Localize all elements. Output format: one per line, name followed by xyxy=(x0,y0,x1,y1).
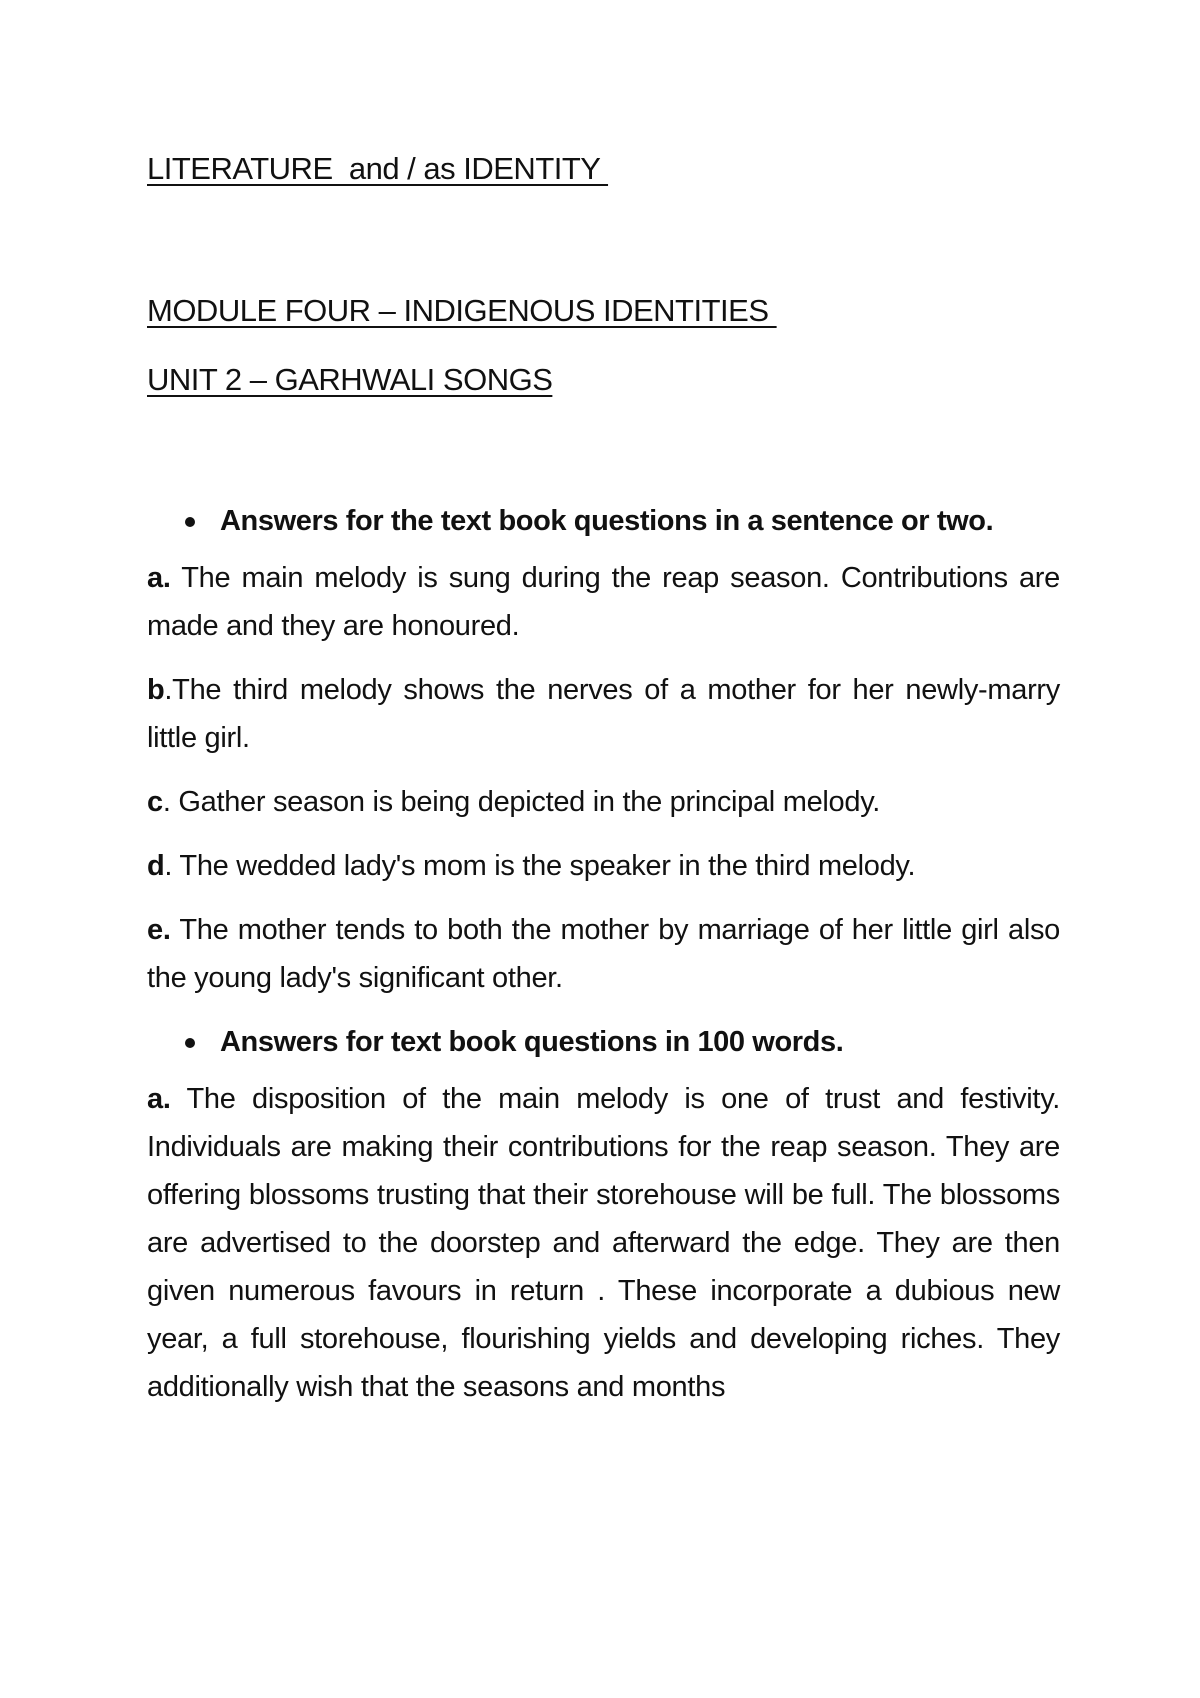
answer-b xyxy=(147,666,1060,762)
document-title: LITERATURE and / as IDENTITY xyxy=(147,151,609,186)
answer-d xyxy=(147,842,1060,890)
answer-text: The main melody is sung during the reap season. Contributions are made and they are honoured. xyxy=(147,562,1060,642)
answer-marker: a. xyxy=(147,562,171,594)
answer-text: . The wedded lady's mom is the speaker in the third melody. xyxy=(164,850,916,882)
section-heading-text: Answers for text book questions in 100 words. xyxy=(220,1026,844,1058)
bullet-icon xyxy=(185,517,195,527)
section-heading-text: Answers for the text book questions in a sentence or two. xyxy=(220,505,994,537)
answer-e xyxy=(147,906,1060,1002)
answer-marker: a. xyxy=(147,1083,171,1115)
unit-title: UNIT 2 – GARHWALI SONGS xyxy=(147,362,553,397)
answer-marker: b xyxy=(147,674,165,706)
document-body xyxy=(147,497,1060,1427)
bullet-icon xyxy=(185,1038,195,1048)
section-heading-long-answers xyxy=(147,1018,1060,1066)
section-heading-short-answers xyxy=(147,497,1060,545)
answer-a xyxy=(147,554,1060,650)
answer-text: The disposition of the main melody is one of trust and festivity. Individuals are making their contributions for the reap season. They are offering blossoms trusting that their storehouse will be full. The blossoms are advertised to the doorstep and afterward the edge. They are then given numerous favours in return . These incorporate a dubious new year, a full storehouse, flourishing yields and developing riches. They additionally wish that the seasons and months xyxy=(147,1083,1060,1403)
answer-marker: e. xyxy=(147,914,171,946)
long-answer-a xyxy=(147,1075,1060,1411)
module-title: MODULE FOUR – INDIGENOUS IDENTITIES xyxy=(147,293,777,328)
answer-marker: c xyxy=(147,786,163,818)
answer-text: .The third melody shows the nerves of a mother for her newly-marry little girl. xyxy=(147,674,1060,754)
answer-text: . Gather season is being depicted in the principal melody. xyxy=(162,786,881,818)
answer-c xyxy=(147,778,1060,826)
answer-text: The mother tends to both the mother by marriage of her little girl also the young lady's significant other. xyxy=(147,914,1060,994)
answer-marker: d xyxy=(147,850,165,882)
